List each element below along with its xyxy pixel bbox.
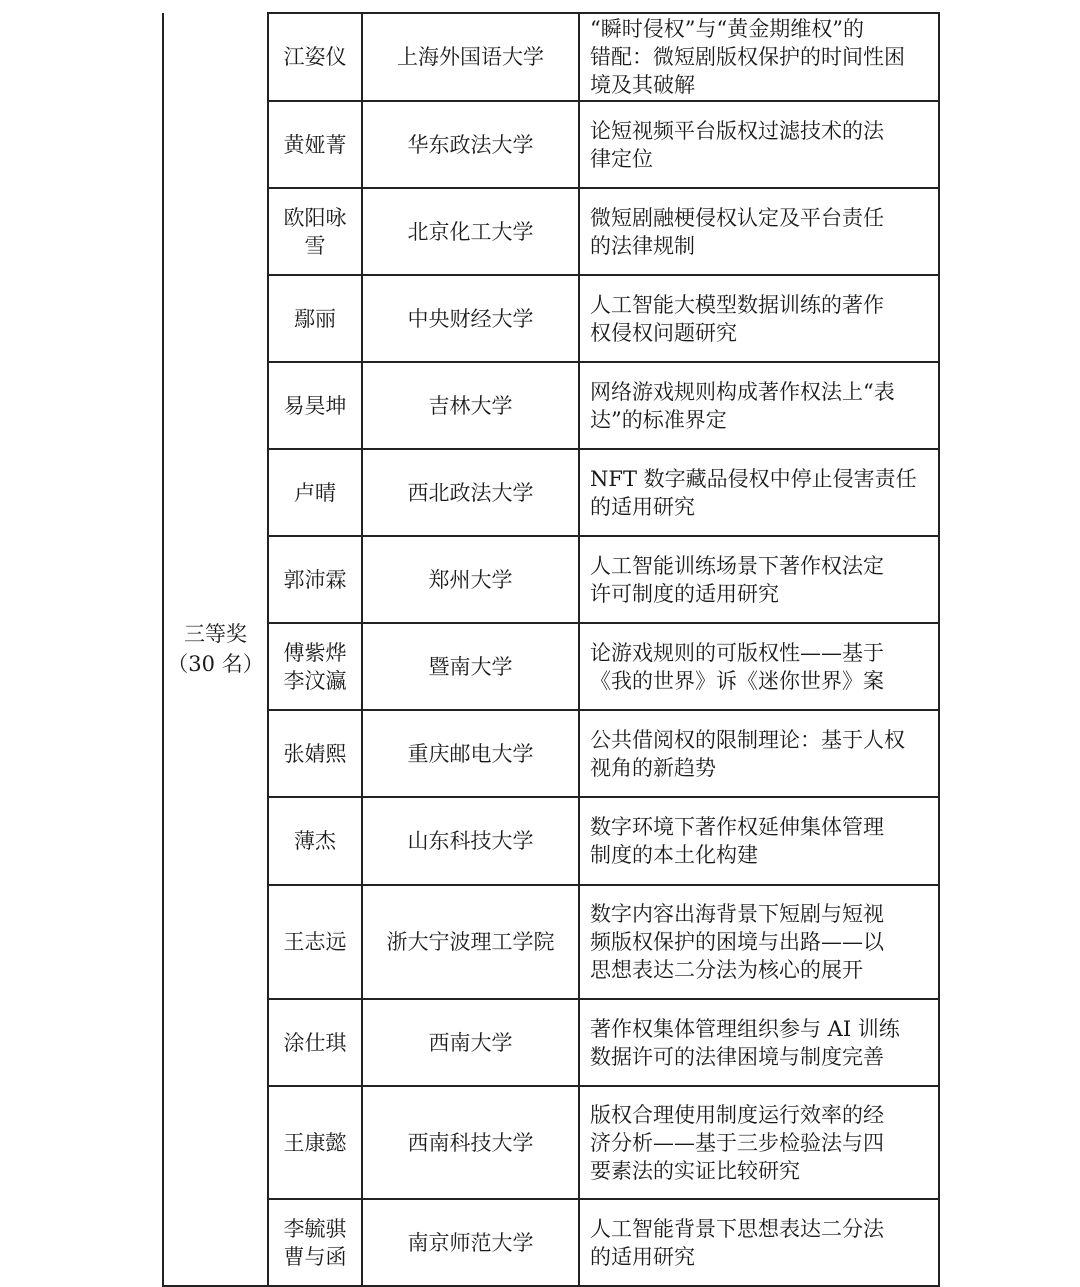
table-row bbox=[163, 710, 939, 797]
paper-title-line: 的适用研究 bbox=[590, 494, 695, 519]
school-name: 西南大学 bbox=[428, 1030, 513, 1055]
author-name-cell bbox=[268, 623, 362, 710]
paper-title-cell bbox=[579, 536, 939, 623]
author-name-cell bbox=[268, 275, 362, 362]
table-row bbox=[163, 101, 939, 188]
paper-title-line: 境及其破解 bbox=[590, 73, 695, 97]
school-name: 暨南大学 bbox=[428, 654, 513, 679]
table-row bbox=[163, 536, 939, 623]
school-cell bbox=[362, 1199, 579, 1286]
award-table-body bbox=[163, 13, 939, 1286]
school-cell bbox=[362, 885, 579, 999]
paper-title-line: 的法律规制 bbox=[590, 233, 695, 258]
paper-title-line: 律定位 bbox=[590, 146, 653, 171]
author-name: 王康懿 bbox=[283, 1130, 347, 1155]
author-name: 薄杰 bbox=[294, 829, 336, 853]
paper-title-cell bbox=[579, 1199, 939, 1286]
school-cell bbox=[362, 13, 579, 101]
school-cell bbox=[362, 449, 579, 536]
author-name: 李毓骐 bbox=[283, 1216, 347, 1241]
paper-title-line: 济分析——基于三步检验法与四 bbox=[590, 1130, 884, 1155]
school-cell bbox=[362, 536, 579, 623]
table-row bbox=[163, 449, 939, 536]
table-row bbox=[163, 13, 939, 101]
author-name-cell bbox=[268, 449, 362, 536]
table-row bbox=[163, 999, 939, 1086]
award-count-label: （30 名） bbox=[167, 652, 264, 676]
paper-title-cell bbox=[579, 1086, 939, 1199]
paper-title-line: 人工智能背景下思想表达二分法 bbox=[590, 1216, 884, 1241]
paper-title-line: 公共借阅权的限制理论：基于人权 bbox=[590, 727, 905, 752]
school-name: 重庆邮电大学 bbox=[407, 741, 534, 766]
school-name: 山东科技大学 bbox=[407, 829, 534, 853]
school-name: 华东政法大学 bbox=[407, 132, 534, 157]
paper-title-line: 要素法的实证比较研究 bbox=[590, 1158, 800, 1183]
school-name: 吉林大学 bbox=[428, 393, 513, 418]
author-name-cell bbox=[268, 1199, 362, 1286]
paper-title-line: 权侵权问题研究 bbox=[590, 320, 737, 345]
paper-title-line: 思想表达二分法为核心的展开 bbox=[590, 958, 863, 982]
school-name: 浙大宁波理工学院 bbox=[386, 930, 555, 954]
table-row bbox=[163, 275, 939, 362]
paper-title-cell bbox=[579, 797, 939, 885]
author-name: 卢晴 bbox=[294, 480, 336, 505]
table-row bbox=[163, 885, 939, 999]
school-name: 南京师范大学 bbox=[407, 1230, 534, 1255]
author-name: 雪 bbox=[304, 233, 326, 258]
school-cell bbox=[362, 362, 579, 449]
paper-title-line: 的适用研究 bbox=[590, 1244, 695, 1269]
school-cell bbox=[362, 623, 579, 710]
author-name: 鄢丽 bbox=[294, 306, 336, 331]
paper-title-line: 版权合理使用制度运行效率的经 bbox=[590, 1102, 884, 1127]
author-name: 易昊坤 bbox=[283, 393, 347, 418]
table-row bbox=[163, 188, 939, 275]
author-name: 欧阳咏 bbox=[283, 205, 347, 230]
school-name: 北京化工大学 bbox=[407, 219, 534, 244]
table-row bbox=[163, 1199, 939, 1286]
school-name: 西南科技大学 bbox=[407, 1130, 534, 1155]
author-name: 曹与函 bbox=[283, 1244, 347, 1269]
table-row bbox=[163, 797, 939, 885]
school-name: 上海外国语大学 bbox=[397, 45, 544, 69]
paper-title-line: NFT 数字藏品侵权中停止侵害责任 bbox=[590, 466, 917, 491]
paper-title-line: 人工智能训练场景下著作权法定 bbox=[590, 553, 884, 578]
author-name: 涂仕琪 bbox=[283, 1030, 347, 1055]
paper-title-line: 数字环境下著作权延伸集体管理 bbox=[590, 815, 884, 839]
paper-title-cell bbox=[579, 710, 939, 797]
paper-title-cell bbox=[579, 362, 939, 449]
school-cell bbox=[362, 188, 579, 275]
author-name-cell bbox=[268, 1086, 362, 1199]
paper-title-line: 频版权保护的困境与出路——以 bbox=[590, 930, 884, 954]
author-name-cell bbox=[268, 885, 362, 999]
award-category-cell bbox=[163, 13, 268, 1286]
author-name: 王志远 bbox=[283, 930, 347, 954]
paper-title-cell bbox=[579, 623, 939, 710]
author-name-cell bbox=[268, 101, 362, 188]
author-name-cell bbox=[268, 536, 362, 623]
paper-title-cell bbox=[579, 999, 939, 1086]
paper-title-line: 论游戏规则的可版权性——基于 bbox=[590, 640, 884, 665]
school-cell bbox=[362, 710, 579, 797]
paper-title-line: 数据许可的法律困境与制度完善 bbox=[590, 1044, 884, 1069]
paper-title-line: 论短视频平台版权过滤技术的法 bbox=[590, 118, 884, 143]
author-name: 江姿仪 bbox=[283, 45, 347, 69]
school-cell bbox=[362, 1086, 579, 1199]
paper-title-line: 制度的本土化构建 bbox=[590, 843, 758, 867]
author-name-cell bbox=[268, 797, 362, 885]
paper-title-line: “瞬时侵权”与“黄金期维权”的 bbox=[590, 17, 864, 41]
school-name: 中央财经大学 bbox=[407, 306, 534, 331]
award-category-label: 三等奖 bbox=[184, 622, 247, 646]
paper-title-cell bbox=[579, 188, 939, 275]
paper-title-cell bbox=[579, 13, 939, 101]
author-name-cell bbox=[268, 362, 362, 449]
author-name-cell bbox=[268, 13, 362, 101]
author-name-cell bbox=[268, 710, 362, 797]
paper-title-cell bbox=[579, 275, 939, 362]
paper-title-line: 数字内容出海背景下短剧与短视 bbox=[590, 902, 884, 926]
school-name: 西北政法大学 bbox=[407, 480, 534, 505]
paper-title-cell bbox=[579, 101, 939, 188]
school-cell bbox=[362, 275, 579, 362]
school-cell bbox=[362, 797, 579, 885]
paper-title-line: 许可制度的适用研究 bbox=[590, 581, 779, 606]
author-name: 郭沛霖 bbox=[283, 567, 347, 592]
school-cell bbox=[362, 999, 579, 1086]
paper-title-line: 达”的标准界定 bbox=[590, 407, 727, 432]
author-name: 黄娅菁 bbox=[283, 132, 347, 157]
school-cell bbox=[362, 101, 579, 188]
author-name: 张婧熙 bbox=[283, 741, 347, 766]
school-name: 郑州大学 bbox=[428, 567, 513, 592]
paper-title-line: 微短剧融梗侵权认定及平台责任 bbox=[590, 205, 884, 230]
paper-title-line: 网络游戏规则构成著作权法上“表 bbox=[590, 379, 895, 404]
author-name: 李汶瀛 bbox=[283, 668, 347, 693]
author-name: 傅紫烨 bbox=[283, 640, 347, 665]
author-name-cell bbox=[268, 188, 362, 275]
paper-title-line: 人工智能大模型数据训练的著作 bbox=[590, 292, 884, 317]
table-row bbox=[163, 1086, 939, 1199]
paper-title-line: 错配：微短剧版权保护的时间性困 bbox=[590, 45, 905, 69]
table-row bbox=[163, 623, 939, 710]
paper-title-line: 视角的新趋势 bbox=[590, 755, 716, 780]
paper-title-line: 著作权集体管理组织参与 AI 训练 bbox=[590, 1016, 900, 1041]
author-name-cell bbox=[268, 999, 362, 1086]
table-row bbox=[163, 362, 939, 449]
paper-title-line: 《我的世界》诉《迷你世界》案 bbox=[590, 668, 884, 693]
paper-title-cell bbox=[579, 449, 939, 536]
award-table bbox=[162, 12, 940, 1287]
paper-title-cell bbox=[579, 885, 939, 999]
